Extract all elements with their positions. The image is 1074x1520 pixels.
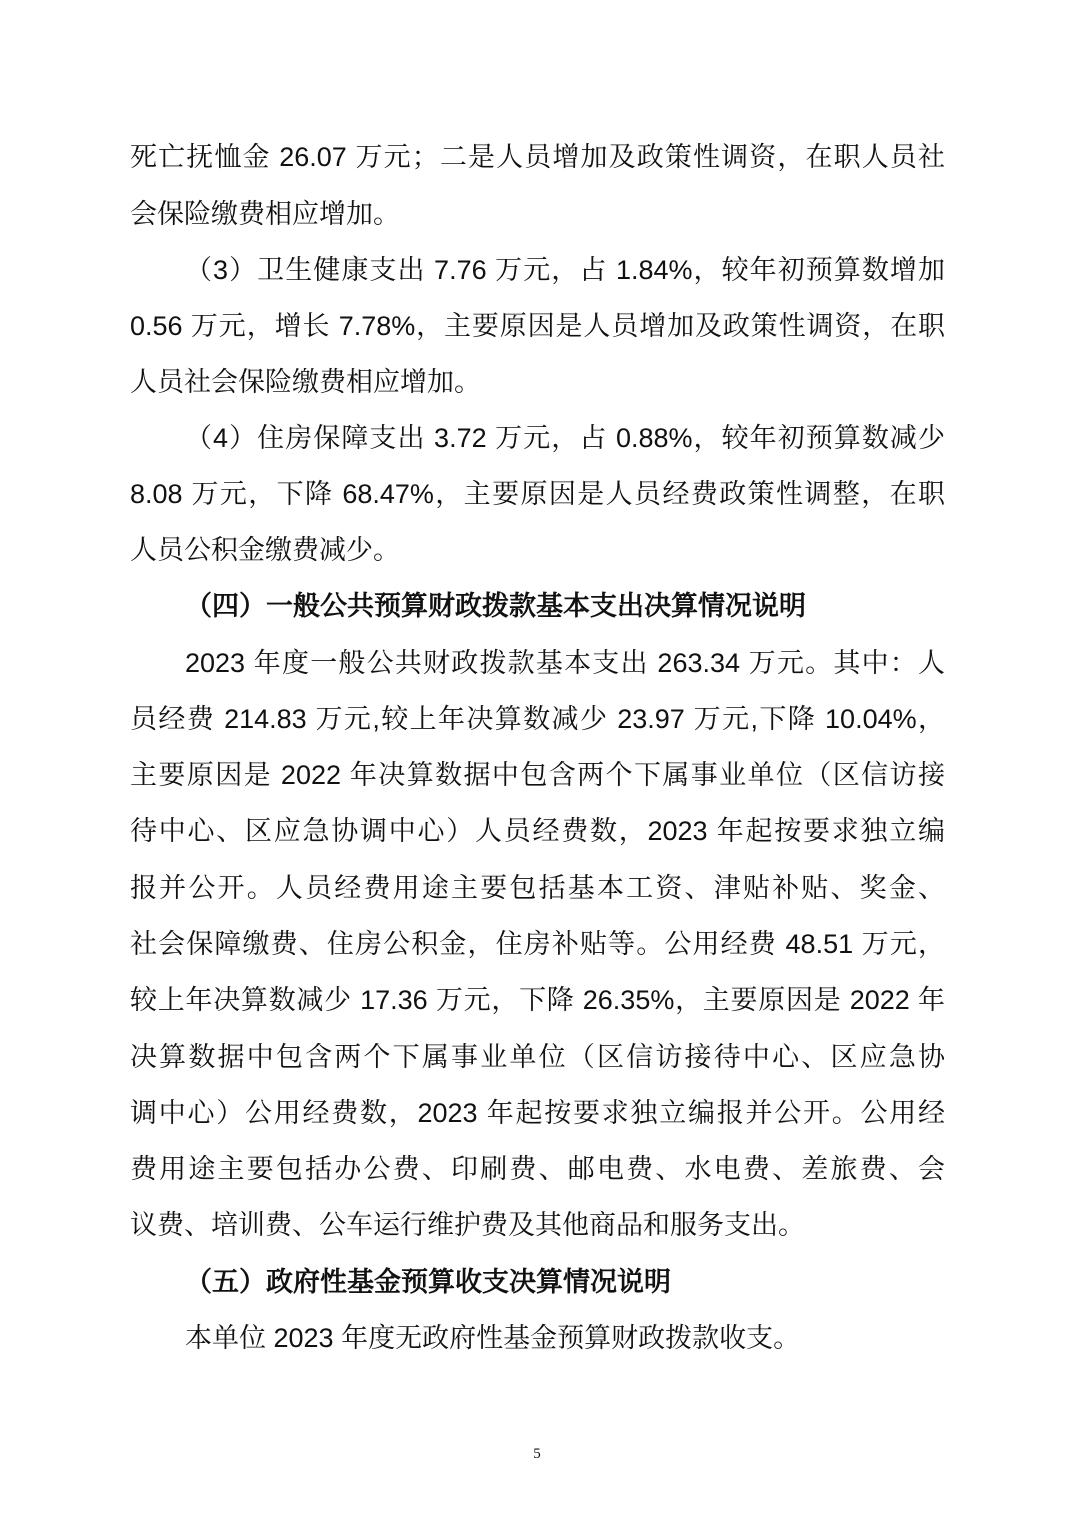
text-line: 较上年决算数减少 17.36 万元，下降 26.35%，主要原因是 2022 年 bbox=[130, 985, 945, 1015]
text-line: （4）住房保障支出 3.72 万元，占 0.88%，较年初预算数减少 bbox=[185, 423, 945, 453]
text-line: 报并公开。人员经费用途主要包括基本工资、津贴补贴、奖金、 bbox=[130, 873, 945, 903]
text-line: 本单位 2023 年度无政府性基金预算财政拨款收支。 bbox=[185, 1323, 801, 1353]
text-line: 待中心、区应急协调中心）人员经费数，2023 年起按要求独立编 bbox=[130, 816, 945, 846]
text-line: 死亡抚恤金 26.07 万元；二是人员增加及政策性调资，在职人员社 bbox=[130, 142, 945, 172]
text-line: 人员社会保险缴费相应增加。 bbox=[130, 367, 481, 397]
text-line: 议费、培训费、公车运行维护费及其他商品和服务支出。 bbox=[130, 1210, 805, 1240]
text-line: 会保险缴费相应增加。 bbox=[130, 199, 400, 229]
page-number: 5 bbox=[533, 1446, 541, 1462]
section-heading: （四）一般公共预算财政拨款基本支出决算情况说明 bbox=[185, 591, 806, 621]
text-line: 费用途主要包括办公费、印刷费、邮电费、水电费、差旅费、会 bbox=[130, 1154, 945, 1184]
text-line: 2023 年度一般公共财政拨款基本支出 263.34 万元。其中：人 bbox=[185, 648, 945, 678]
text-line: 主要原因是 2022 年决算数据中包含两个下属事业单位（区信访接 bbox=[130, 760, 945, 790]
text-line: 员经费 214.83 万元,较上年决算数减少 23.97 万元,下降 10.04%， bbox=[130, 704, 945, 734]
text-line: 决算数据中包含两个下属事业单位（区信访接待中心、区应急协 bbox=[130, 1042, 945, 1072]
text-line: （3）卫生健康支出 7.76 万元，占 1.84%，较年初预算数增加 bbox=[185, 255, 945, 285]
section-heading: （五）政府性基金预算收支决算情况说明 bbox=[185, 1267, 671, 1297]
text-line: 社会保障缴费、住房公积金，住房补贴等。公用经费 48.51 万元， bbox=[130, 929, 945, 959]
text-line: 人员公积金缴费减少。 bbox=[130, 535, 400, 565]
text-line: 调中心）公用经费数，2023 年起按要求独立编报并公开。公用经 bbox=[130, 1098, 945, 1128]
text-line: 0.56 万元，增长 7.78%，主要原因是人员增加及政策性调资，在职 bbox=[130, 311, 945, 341]
text-line: 8.08 万元，下降 68.47%，主要原因是人员经费政策性调整，在职 bbox=[130, 479, 945, 509]
